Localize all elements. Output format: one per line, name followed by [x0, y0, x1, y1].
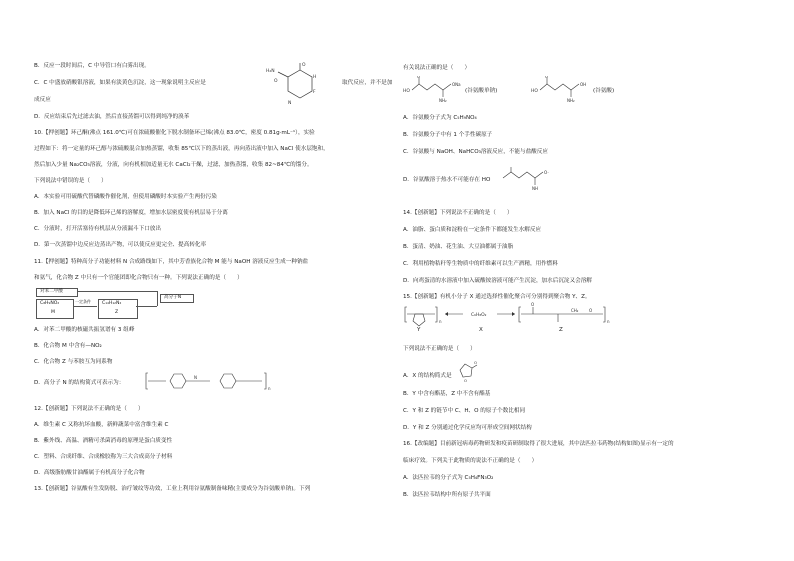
glutamic-acid-label: (谷氨酸) [593, 88, 615, 94]
q10-option-b: B．加入 NaCl 的目的是降低环己烯的溶解度，增加水层密度使有机层易于分离 [34, 210, 228, 216]
product-n-box: 高分子N [160, 294, 194, 303]
svg-text:O: O [474, 360, 477, 365]
q16-intro-2: 临床疗效。下列关于此物质的说法不正确的是（ ） [403, 458, 538, 464]
svg-text:H₂N: H₂N [266, 69, 275, 74]
q13-option-c: C．谷氨酸与 NaOH、NaHCO₃溶液反应，不能与盐酸反应 [403, 149, 548, 155]
svg-text:OH: OH [580, 82, 587, 87]
q12-option-d: D．高级脂肪酸甘油酯属于有机高分子化合物 [34, 470, 145, 476]
q15-option-c: C．Y 和 Z 的链节中 C、H、O 的原子个数比相同 [403, 408, 526, 414]
svg-text:N: N [288, 101, 292, 106]
q9-option-b: B．反应一段时间后，C 中导管口有白雾出现。 [34, 63, 150, 69]
svg-text:n: n [607, 319, 610, 324]
q11-intro-1: 11.【押创题】特种高分子功能材料 N 合成路线如下，其中芳香族化合物 M 能与 NaOH 溶液反应生成一种钠盐 [34, 259, 309, 265]
q10-option-a: A．本实验可用硫酸代替磷酸作催化剂，但使用磷酸时本实验产生两份污染 [34, 194, 217, 200]
svg-text:ONa: ONa [452, 82, 461, 87]
compound-m-box: C₈H₉NO₂ M [36, 299, 74, 319]
q11-option-c: C．化合物 Z 与苯胺互为同系物 [34, 359, 113, 365]
q13-stem: 有关说法正确的是（ ） [403, 65, 471, 71]
label-y: Y [417, 327, 421, 333]
svg-text:n: n [439, 319, 442, 324]
q13-option-a: A．谷氨酸分子式为 C₅H₉NO₄ [403, 115, 477, 121]
q12-option-a: A．维生素 C 又称抗坏血酸，新鲜蔬菜中富含维生素 C [34, 422, 169, 428]
svg-text:C₆H₈O₂: C₆H₈O₂ [471, 313, 487, 318]
q10-line-2: 过程如下：将一定量的环己醇与浓硫酸混合加热蒸馏，收集 85℃以下的蒸出液，再向蒸出液中加入 NaCl 使水层饱和， [34, 146, 329, 152]
favipiravir-structure [266, 60, 332, 110]
q13-option-b: B．谷氨酸分子中有 1 个手性碳原子 [403, 132, 493, 138]
label-x: X [479, 327, 483, 333]
q14-option-a: A．油脂、蛋白质和淀粉在一定条件下都能发生水解反应 [403, 227, 542, 233]
msg-structure [403, 76, 461, 103]
svg-text:O: O [417, 76, 421, 79]
q14-option-b: B．蛋清、奶油、花生油、大豆油都属于油脂 [403, 244, 514, 250]
svg-text:N: N [194, 375, 197, 380]
q9-option-c-tail: 成反应 [34, 97, 51, 103]
q9-option-d: D．反应结束后先过滤去油，然后直接蒸馏可以得到纯净的溴苯 [34, 114, 190, 120]
q11-option-b: B．化合物 M 中含有—NO₂ [34, 343, 102, 349]
q12-stem: 12.【创新题】下列说法不正确的是（ ） [34, 406, 144, 412]
q10-line-1: 10.【押创题】环己酮(沸点 161.0℃)可在浓硫酸催化下脱水制备环己烯(沸点 83.0℃，密度 0.81g·mL⁻¹），实验 [34, 130, 315, 136]
arrow-m-z [73, 306, 97, 307]
svg-text:F: F [313, 90, 316, 95]
svg-text:HO: HO [403, 89, 410, 94]
svg-text:O⁻: O⁻ [544, 170, 550, 175]
svg-text:O: O [545, 76, 549, 79]
q14-option-d: D．向鸡蛋清的水溶液中加入硫酸铵溶液可能产生沉淀，加水后沉淀又会溶解 [403, 278, 592, 284]
q10-question: 下列说法中错误的是（ ） [34, 178, 107, 184]
glutamic-acid-structure [531, 76, 586, 103]
svg-text:H: H [313, 75, 317, 80]
q15-polymerization-scheme [403, 302, 643, 336]
q15-stem: 下列说法不正确的是（ ） [403, 346, 476, 352]
lactone-x-structure [455, 360, 479, 382]
arrow-z-product [136, 306, 157, 307]
svg-text:O: O [302, 63, 306, 68]
polymer-z-structure [519, 302, 610, 324]
q13-option-d: D．谷氨酸溶于热水不可能存在 HO [403, 177, 491, 183]
q16-option-a: A．法匹拉韦的分子式为 C₅H₄FN₃O₂ [403, 475, 494, 481]
q11-option-a: A．对苯二甲酸的核磁共振氢谱有 3 组峰 [34, 327, 135, 333]
q10-option-d: D．第一次蒸馏中边反应边蒸出产物，可以使反应更完全、提高转化率 [34, 242, 207, 248]
q10-line-3: 然后加入少量 Na₂CO₃溶液，分液，向有机相加适量无水 CaCl₂干燥，过滤，加热蒸馏，收集 82~84℃的馏分。 [34, 162, 313, 168]
q9-option-c: C．C 中盛放硝酸银溶液，如果有淡黄色沉淀，这一现象说明主反应是 [34, 80, 206, 86]
q10-option-c: C．分液时，打开活塞待有机层从分液漏斗下口放出 [34, 226, 161, 232]
q14-stem: 14.【创新题】下列说法不正确的是（ ） [403, 210, 513, 216]
q11-intro-2: 和氨气，化合物 Z 中只有一个官能团即化合物只有一种。下列说法正确的是（ ） [34, 275, 243, 281]
q14-option-c: C．利用植物秸秆等生物质中的纤维素可以生产酒精，用作燃料 [403, 261, 558, 267]
glutamate-zwitterion-structure [501, 166, 581, 192]
svg-text:NH₂: NH₂ [567, 98, 575, 103]
svg-text:O: O [531, 302, 535, 307]
svg-text:CH₂: CH₂ [571, 308, 579, 313]
q13-intro: 13.【创新题】谷氨酸有生发防脱、治疗皱纹等功效，工业上利用谷氨酸制备味精(主要成分为谷氨酸单钠)。下列 [34, 486, 311, 492]
svg-text:O: O [464, 378, 467, 382]
q15-option-b: B．Y 中含有酯基，Z 中不含有酯基 [403, 391, 491, 397]
glutamate-structures [403, 76, 763, 106]
q16-intro-1: 16.【改编题】目前新冠病毒药物研发和疫苗研制取得了很大进展，其中法匹拉韦药物(结构如图)显示有一定的 [403, 441, 674, 447]
polymer-y-structure [405, 307, 442, 326]
svg-text:HO: HO [531, 89, 538, 94]
label-z: Z [559, 327, 563, 333]
q15-intro: 15.【创新题】有机小分子 X 通过选择性催化聚合可分别得到聚合物 Y、Z。 [403, 294, 591, 300]
arrow-to-product [77, 291, 157, 292]
q15-option-d: D．Y 和 Z 分别通过化学反应均可形成空间网状结构 [403, 425, 532, 431]
svg-text:O: O [589, 308, 593, 313]
msg-label: (谷氨酸单钠) [465, 88, 498, 94]
q11-option-d: D．高分子 N 的结构简式可表示为： [34, 380, 125, 386]
compound-z-box: C₁₄H₁₂N₂ Z [98, 299, 138, 319]
q11-synthesis-scheme: 对苯二甲酸 C₈H₉NO₂ M 一定条件 C₁₄H₁₂N₂ Z 高分子N [36, 288, 206, 322]
svg-text:NH: NH [532, 186, 538, 191]
q16-option-b: B．法匹拉韦结构中所有原子共平面 [403, 492, 491, 498]
polymer-n-structure [144, 370, 304, 392]
svg-text:n: n [268, 386, 271, 391]
q15-option-a: A．X 的结构简式是 [403, 373, 452, 379]
q9-option-c-side: 取代反应，并不是加 [342, 80, 393, 86]
svg-text:O: O [274, 79, 278, 84]
svg-text:NH₂: NH₂ [439, 98, 447, 103]
q12-option-c: C．塑料、合成纤维、合成橡胶称为三大合成高分子材料 [34, 454, 173, 460]
q12-option-b: B．紫外线、高温、酒精可杀菌消毒的原理是蛋白质变性 [34, 438, 173, 444]
reactant-box: 对苯二甲酸 [36, 288, 78, 297]
